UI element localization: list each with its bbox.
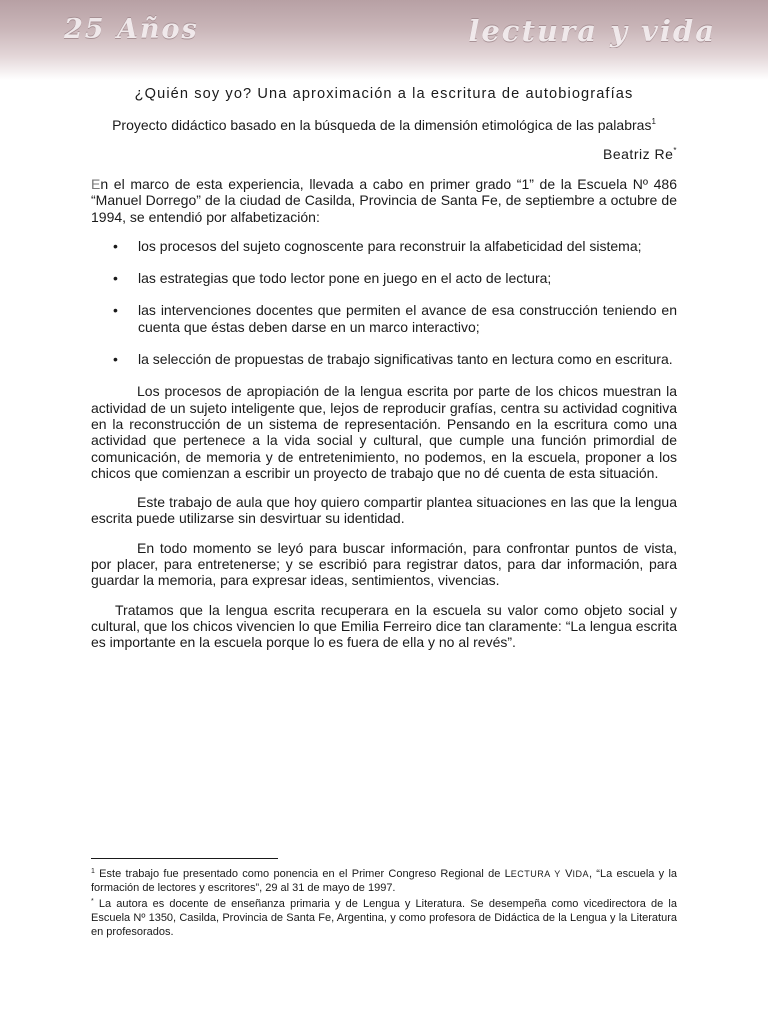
list-item: [91, 351, 677, 367]
intro-paragraph: [91, 176, 677, 225]
article-body: [91, 86, 677, 664]
footnote-2-mark: *: [91, 898, 94, 905]
footnote-1-text-a: Este trabajo fue presentado como ponencia en el Primer Congreso Regional de: [94, 868, 505, 880]
list-item-text: los procesos del sujeto cognoscente para reconstruir la alfabeticidad del sistema;: [138, 237, 642, 254]
intro-initial: E: [91, 176, 101, 192]
footnote-1: [91, 865, 677, 895]
bullet-icon: •: [113, 270, 118, 287]
paragraph-2: Este trabajo de aula que hoy quiero compartir plantea situaciones en las que la lengua escrita puede utilizarse sin desvirtuar su identidad.: [91, 494, 677, 527]
article-title: ¿Quién soy yo? Una aproximación a la escritura de autobiografías: [134, 86, 634, 102]
footnote-2-text: La autora es docente de enseñanza primaria y de Lengua y Literatura. Se desempeña como vicedirectora de la Escuela Nº 1350, Casilda, Provincia de Santa Fe, Argentina, y como profesora de Didáctica de la Lengua y la Literatura en profesorados.: [91, 898, 677, 938]
bullet-icon: •: [113, 302, 118, 319]
footnote-1-sc-cap-1: L: [504, 868, 511, 880]
footnote-2: [91, 895, 677, 939]
banner-journal-name: lectura y vida: [468, 14, 716, 48]
list-item: [91, 270, 677, 286]
bullet-icon: •: [113, 351, 118, 368]
list-item-text: las intervenciones docentes que permiten el avance de esa construcción teniendo en cuenta que éstas deben darse en un marco interactivo;: [138, 302, 677, 335]
definition-list: [91, 238, 677, 367]
subtitle-text: Proyecto didáctico basado en la búsqueda de la dimensión etimológica de las palabras: [112, 117, 652, 133]
footnotes: [91, 858, 677, 939]
list-item: [91, 238, 677, 254]
footnote-1-text-b: , “La escuela y la formación de lectores y escritores”, 29 al 31 de mayo de 1997.: [91, 868, 677, 894]
paragraph-4: Tratamos que la lengua escrita recuperara en la escuela su valor como objeto social y cultural, que los chicos vivencien lo que Emilia Ferreiro dice tan claramente: “La lengua escrita es importante en la escuela porque lo es fuera de ella y no al revés”.: [91, 601, 677, 651]
footnote-1-sc-rest-2: IDA: [572, 869, 589, 879]
list-item: [91, 302, 677, 335]
author-footnote-ref: *: [673, 146, 677, 155]
intro-text: n el marco de esta experiencia, llevada a cabo en primer grado “1” de la Escuela Nº 486 “Manuel Dorrego” de la ciudad de Casilda, Provincia de Santa Fe, de septiembre a octubre de 1994, se entendió por alfabetización:: [91, 176, 677, 225]
paragraph-1: Los procesos de apropiación de la lengua escrita por parte de los chicos muestran la actividad de un sujeto inteligente que, lejos de reproducir grafías, centra su actividad cognitiva en la reconstrucción de un sistema de representación. Pensando en la escritura como una actividad que pertenece a la vida social y cultural, que cumple una función primordial de comunicación, de memoria y de entretenimiento, no podemos, en la escuela, proponer a los chicos que comienzan a escribir un proyecto de trabajo que no dé cuenta de esta situación.: [91, 383, 677, 481]
footnote-1-mark: 1: [91, 868, 95, 875]
footnote-1-sc-rest-1: ECTURA Y: [510, 869, 561, 879]
author-name: Beatriz Re: [603, 146, 674, 162]
footnote-1-sc-cap-2: V: [560, 868, 573, 880]
subtitle-footnote-ref: 1: [651, 117, 656, 126]
article-subtitle: [91, 113, 677, 134]
footnote-divider: [91, 858, 278, 859]
paragraph-3: En todo momento se leyó para buscar información, para confrontar puntos de vista, por placer, para entretenerse; y se escribió para registrar datos, para dar información, para guardar la memoria, para expresar ideas, sentimientos, vivencias.: [91, 539, 677, 589]
banner-anniversary: 25 Años: [64, 14, 199, 45]
article-author: [91, 146, 677, 162]
header-banner: [0, 0, 768, 80]
list-item-text: las estrategias que todo lector pone en juego en el acto de lectura;: [138, 270, 552, 287]
list-item-text: la selección de propuestas de trabajo significativas tanto en lectura como en escritura.: [138, 351, 673, 368]
bullet-icon: •: [113, 237, 118, 254]
